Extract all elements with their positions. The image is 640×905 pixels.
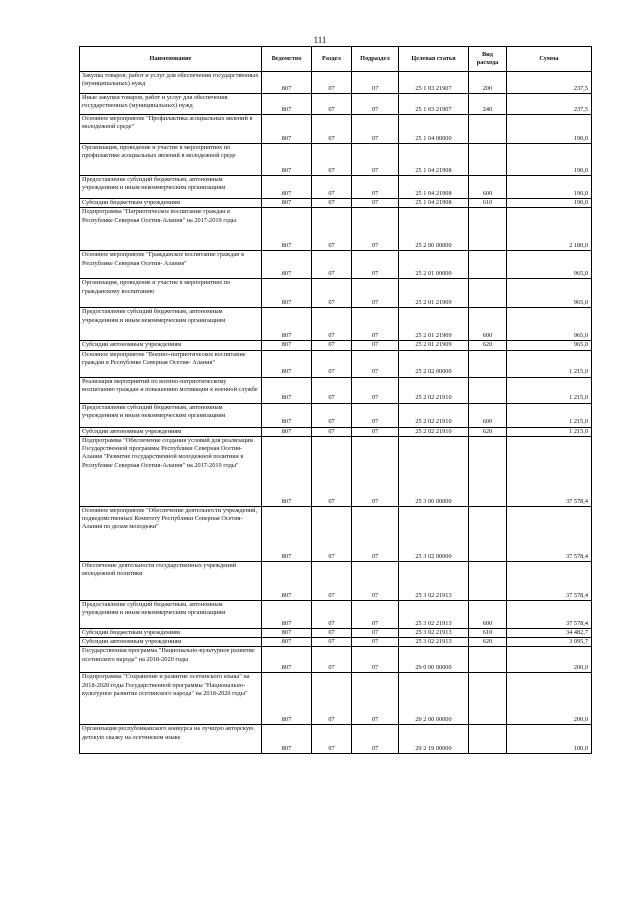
cell-expense-type xyxy=(469,561,507,600)
cell-target-article: 25 2 02 00000 xyxy=(399,350,469,377)
cell-target-article: 25 1 04 21908 xyxy=(399,176,469,199)
cell-amount: 37 578,4 xyxy=(507,561,592,600)
cell-expense-type xyxy=(469,279,507,308)
cell-department: 807 xyxy=(262,600,312,628)
cell-department: 807 xyxy=(262,115,312,144)
cell-target-article: 25 2 02 21910 xyxy=(399,403,469,427)
cell-section: 07 xyxy=(312,308,352,341)
table-header-row xyxy=(80,47,592,72)
cell-name: Субсидии бюджетным учреждениям xyxy=(80,199,262,208)
cell-section: 07 xyxy=(312,647,352,673)
cell-amount: 237,5 xyxy=(507,72,592,94)
cell-expense-type: 620 xyxy=(469,427,507,436)
cell-expense-type xyxy=(469,377,507,403)
cell-expense-type xyxy=(469,208,507,251)
cell-expense-type xyxy=(469,436,507,506)
cell-expense-type: 610 xyxy=(469,199,507,208)
cell-section: 07 xyxy=(312,506,352,561)
cell-expense-type: 600 xyxy=(469,308,507,341)
cell-subsection: 07 xyxy=(352,341,399,350)
cell-subsection: 07 xyxy=(352,436,399,506)
cell-name: Предоставление субсидий бюджетным, автономным учреждениям и иным некоммерческим организациям xyxy=(80,403,262,427)
cell-name: Реализация мероприятий по военно-патриотическому воспитанию граждан и повышению мотивации к военной службе xyxy=(80,377,262,403)
cell-name: Подпрограмма "Патриотическое воспитание граждан в Республике Северная Осетия-Алания" на 2017-2019 годы xyxy=(80,208,262,251)
table-row xyxy=(80,638,592,647)
cell-amount: 100,0 xyxy=(507,725,592,754)
table-row xyxy=(80,647,592,673)
cell-department: 807 xyxy=(262,436,312,506)
header-name: Наименование xyxy=(80,47,262,72)
cell-target-article: 25 2 01 21909 xyxy=(399,308,469,341)
cell-department: 807 xyxy=(262,638,312,647)
cell-target-article: 29 2 19 00000 xyxy=(399,725,469,754)
table-row xyxy=(80,341,592,350)
table-row xyxy=(80,251,592,279)
cell-name: Предоставление субсидий бюджетным, автономным учреждениям и иным некоммерческим организациям xyxy=(80,176,262,199)
cell-section: 07 xyxy=(312,279,352,308)
page-number: 111 xyxy=(313,35,327,45)
cell-department: 807 xyxy=(262,279,312,308)
table-row xyxy=(80,350,592,377)
cell-target-article: 25 3 02 21913 xyxy=(399,628,469,637)
table-row xyxy=(80,144,592,176)
cell-name: Закупка товаров, работ и услуг для обеспечения государственных (муниципальных) нужд xyxy=(80,72,262,94)
cell-amount: 1 215,0 xyxy=(507,350,592,377)
cell-department: 807 xyxy=(262,72,312,94)
cell-subsection: 07 xyxy=(352,647,399,673)
cell-amount: 1 215,0 xyxy=(507,377,592,403)
cell-department: 807 xyxy=(262,144,312,176)
cell-subsection: 07 xyxy=(352,350,399,377)
cell-section: 07 xyxy=(312,377,352,403)
cell-amount: 3 095,7 xyxy=(507,638,592,647)
cell-department: 807 xyxy=(262,94,312,115)
cell-name: Организация, проведение и участие в мероприятиях по гражданскому воспитанию xyxy=(80,279,262,308)
cell-expense-type: 620 xyxy=(469,341,507,350)
cell-section: 07 xyxy=(312,561,352,600)
cell-name: Государственная программа "Национально-культурное развитие осетинского народа" на 2018-2020 годы xyxy=(80,647,262,673)
cell-department: 807 xyxy=(262,647,312,673)
cell-section: 07 xyxy=(312,427,352,436)
cell-target-article: 25 3 02 21913 xyxy=(399,561,469,600)
cell-name: Подпрограмма "Обеспечение создания условий для реализации Государственной программы Республики Северная Осетия-Алания "Развитие государственной молодежной политики в Республике Северная Осетия-Алания" на 2017-2019 годы" xyxy=(80,436,262,506)
cell-amount: 200,0 xyxy=(507,673,592,725)
cell-department: 807 xyxy=(262,308,312,341)
cell-name: Субсидии автономным учреждениям xyxy=(80,427,262,436)
cell-department: 807 xyxy=(262,673,312,725)
cell-section: 07 xyxy=(312,436,352,506)
cell-expense-type xyxy=(469,144,507,176)
cell-section: 07 xyxy=(312,638,352,647)
cell-amount: 237,5 xyxy=(507,94,592,115)
cell-department: 807 xyxy=(262,176,312,199)
cell-expense-type xyxy=(469,350,507,377)
cell-amount: 34 482,7 xyxy=(507,628,592,637)
cell-target-article: 25 3 02 21913 xyxy=(399,600,469,628)
cell-subsection: 07 xyxy=(352,725,399,754)
cell-subsection: 07 xyxy=(352,208,399,251)
cell-target-article: 25 2 00 00000 xyxy=(399,208,469,251)
cell-amount: 965,0 xyxy=(507,251,592,279)
cell-name: Основное мероприятие "Профилактика асоциальных явлений в молодежной среде" xyxy=(80,115,262,144)
cell-amount: 965,0 xyxy=(507,279,592,308)
cell-subsection: 07 xyxy=(352,251,399,279)
cell-section: 07 xyxy=(312,350,352,377)
cell-target-article: 29 0 00 00000 xyxy=(399,647,469,673)
cell-amount: 190,0 xyxy=(507,199,592,208)
table-row xyxy=(80,72,592,94)
cell-subsection: 07 xyxy=(352,308,399,341)
cell-name: Организация, проведение и участие в мероприятиях по профилактике асоциальных явлений в молодежной среде xyxy=(80,144,262,176)
cell-amount: 37 578,4 xyxy=(507,600,592,628)
cell-amount: 965,0 xyxy=(507,308,592,341)
cell-target-article: 25 1 04 21908 xyxy=(399,144,469,176)
cell-subsection: 07 xyxy=(352,199,399,208)
cell-target-article: 29 2 00 00000 xyxy=(399,673,469,725)
table-row xyxy=(80,176,592,199)
cell-department: 807 xyxy=(262,199,312,208)
cell-amount: 2 180,0 xyxy=(507,208,592,251)
cell-expense-type: 620 xyxy=(469,638,507,647)
table-row xyxy=(80,436,592,506)
cell-department: 807 xyxy=(262,561,312,600)
table-row xyxy=(80,403,592,427)
cell-section: 07 xyxy=(312,94,352,115)
cell-subsection: 07 xyxy=(352,176,399,199)
cell-subsection: 07 xyxy=(352,279,399,308)
cell-name: Субсидии автономным учреждениям xyxy=(80,638,262,647)
cell-target-article: 25 2 02 21910 xyxy=(399,427,469,436)
cell-section: 07 xyxy=(312,673,352,725)
cell-section: 07 xyxy=(312,199,352,208)
cell-amount: 37 578,4 xyxy=(507,436,592,506)
cell-subsection: 07 xyxy=(352,628,399,637)
cell-department: 807 xyxy=(262,341,312,350)
cell-target-article: 25 2 02 21910 xyxy=(399,377,469,403)
cell-subsection: 07 xyxy=(352,144,399,176)
cell-department: 807 xyxy=(262,377,312,403)
cell-subsection: 07 xyxy=(352,427,399,436)
cell-subsection: 07 xyxy=(352,94,399,115)
table-row xyxy=(80,561,592,600)
cell-amount: 37 578,4 xyxy=(507,506,592,561)
cell-amount: 190,0 xyxy=(507,144,592,176)
cell-target-article: 25 1 03 21907 xyxy=(399,72,469,94)
cell-subsection: 07 xyxy=(352,561,399,600)
cell-expense-type xyxy=(469,673,507,725)
cell-subsection: 07 xyxy=(352,72,399,94)
cell-name: Организация республиканского конкурса на лучшую авторскую детскую сказку на осетинском языке xyxy=(80,725,262,754)
table-row xyxy=(80,628,592,637)
cell-name: Основное мероприятие "Обеспечение деятельности учреждений, подведомственных Комитету Республики Северная Осетия-Алания по делам молодежи" xyxy=(80,506,262,561)
table-row xyxy=(80,199,592,208)
cell-expense-type xyxy=(469,115,507,144)
cell-name: Предоставление субсидий бюджетным, автономным учреждениям и иным некоммерческим организациям xyxy=(80,308,262,341)
budget-table xyxy=(79,46,592,754)
header-amount: Сумма xyxy=(507,47,592,72)
cell-target-article: 25 2 01 00000 xyxy=(399,251,469,279)
cell-target-article: 25 2 01 21909 xyxy=(399,279,469,308)
cell-department: 807 xyxy=(262,506,312,561)
cell-amount: 1 215,0 xyxy=(507,403,592,427)
cell-target-article: 25 1 04 00000 xyxy=(399,115,469,144)
cell-subsection: 07 xyxy=(352,377,399,403)
table-row xyxy=(80,279,592,308)
cell-expense-type: 600 xyxy=(469,176,507,199)
cell-department: 807 xyxy=(262,251,312,279)
cell-expense-type xyxy=(469,725,507,754)
cell-section: 07 xyxy=(312,115,352,144)
cell-department: 807 xyxy=(262,208,312,251)
cell-amount: 190,0 xyxy=(507,176,592,199)
header-department: Ведомство xyxy=(262,47,312,72)
cell-section: 07 xyxy=(312,341,352,350)
cell-name: Субсидии бюджетным учреждениям xyxy=(80,628,262,637)
header-expense-type: Вид расхода xyxy=(469,47,507,72)
cell-section: 07 xyxy=(312,251,352,279)
cell-name: Основное мероприятие "Военно-патриотическое воспитание граждан в Республике Северная Осетия- Алания" xyxy=(80,350,262,377)
cell-target-article: 25 1 04 21908 xyxy=(399,199,469,208)
cell-subsection: 07 xyxy=(352,403,399,427)
cell-amount: 200,0 xyxy=(507,647,592,673)
cell-expense-type: 200 xyxy=(469,72,507,94)
cell-name: Иные закупки товаров, работ и услуг для обеспечения государственных (муниципальных) нужд xyxy=(80,94,262,115)
cell-department: 807 xyxy=(262,725,312,754)
cell-expense-type: 600 xyxy=(469,403,507,427)
cell-target-article: 25 3 00 00000 xyxy=(399,436,469,506)
cell-target-article: 25 2 01 21909 xyxy=(399,341,469,350)
cell-amount: 965,0 xyxy=(507,341,592,350)
cell-name: Предоставление субсидий бюджетным, автономным учреждениям и иным некоммерческим организациям xyxy=(80,600,262,628)
cell-section: 07 xyxy=(312,72,352,94)
table-row xyxy=(80,427,592,436)
cell-department: 807 xyxy=(262,628,312,637)
cell-expense-type: 610 xyxy=(469,628,507,637)
table-row xyxy=(80,115,592,144)
cell-name: Обеспечение деятельности государственных учреждений молодежной политики xyxy=(80,561,262,600)
header-subsection: Подраздел xyxy=(352,47,399,72)
cell-section: 07 xyxy=(312,600,352,628)
cell-subsection: 07 xyxy=(352,115,399,144)
cell-subsection: 07 xyxy=(352,638,399,647)
cell-department: 807 xyxy=(262,350,312,377)
table-row xyxy=(80,377,592,403)
cell-amount: 190,0 xyxy=(507,115,592,144)
cell-subsection: 07 xyxy=(352,673,399,725)
cell-section: 07 xyxy=(312,144,352,176)
cell-name: Подпрограмма "Сохранение и развитие осетинского языка" на 2018-2020 годы Государственной программы "Национально-культурное развитие осетинского народа" на 2018-2020 годы" xyxy=(80,673,262,725)
cell-department: 807 xyxy=(262,427,312,436)
cell-section: 07 xyxy=(312,208,352,251)
header-target-article: Целевая статья xyxy=(399,47,469,72)
header-section: Раздел xyxy=(312,47,352,72)
cell-department: 807 xyxy=(262,403,312,427)
cell-name: Субсидии автономным учреждениям xyxy=(80,341,262,350)
cell-section: 07 xyxy=(312,725,352,754)
table-row xyxy=(80,725,592,754)
cell-subsection: 07 xyxy=(352,506,399,561)
cell-subsection: 07 xyxy=(352,600,399,628)
table-row xyxy=(80,208,592,251)
table-row xyxy=(80,673,592,725)
cell-name: Основное мероприятие "Гражданское воспитание граждан в Республике Северная Осетия- Алания" xyxy=(80,251,262,279)
cell-expense-type xyxy=(469,251,507,279)
cell-expense-type xyxy=(469,647,507,673)
table-row xyxy=(80,94,592,115)
table-row xyxy=(80,308,592,341)
cell-expense-type: 600 xyxy=(469,600,507,628)
table-row xyxy=(80,600,592,628)
cell-section: 07 xyxy=(312,628,352,637)
cell-target-article: 25 3 02 00000 xyxy=(399,506,469,561)
cell-target-article: 25 3 02 21913 xyxy=(399,638,469,647)
cell-section: 07 xyxy=(312,403,352,427)
cell-amount: 1 215,0 xyxy=(507,427,592,436)
table-row xyxy=(80,506,592,561)
cell-section: 07 xyxy=(312,176,352,199)
cell-expense-type xyxy=(469,506,507,561)
cell-expense-type: 240 xyxy=(469,94,507,115)
cell-target-article: 25 1 03 21907 xyxy=(399,94,469,115)
